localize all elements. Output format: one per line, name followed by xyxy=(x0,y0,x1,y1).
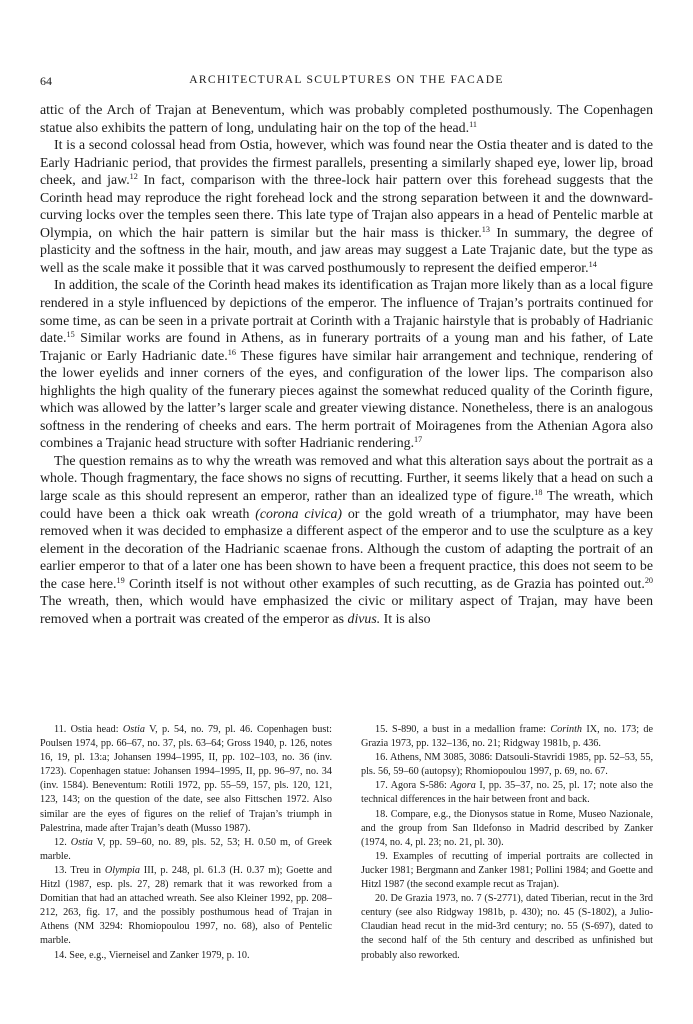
footnote-ref: 13 xyxy=(481,224,490,234)
text-run: Agora xyxy=(450,780,476,792)
text-run: IX, no. 173; de Grazia 1973, pp. 132–136, no. 21; Ridgway 1981b, p. 436. xyxy=(361,724,653,750)
text-run: Ostia xyxy=(70,836,93,848)
footnotes-left-column xyxy=(40,723,332,963)
text-run: Similar works are found in Athens, as in funerary portraits of a young man and his father, of Late Trajanic or Early Hadrianic date. xyxy=(40,330,653,363)
footnote-17 xyxy=(361,779,653,807)
text-run: Ostia xyxy=(122,724,145,735)
text-run: divus. xyxy=(347,610,381,626)
footnote-ref: 18 xyxy=(534,488,543,498)
footnote-13 xyxy=(40,864,332,949)
text-run: 12. xyxy=(54,836,71,848)
footnote-12 xyxy=(40,836,332,864)
text-run: The wreath, which could have been a thick oak wreath xyxy=(40,488,653,521)
text-run: These figures have similar hair arrangement and technique, rendering of the lower eyelids and inner corners of the eyes, and configuration of the lower lips. The comparison also highlights the high quality of the funerary pieces against the somewhat reduced quality of the Corinth figure, which was allowed by the latter’s larger scale and greater viewing distance. Nonetheless, there is an analogous softness in the rendering of cheeks and ears. The herm portrait of Moiragenes from the Athenian Agora also combines a Trajanic head structure with softer Hadrianic rendering. xyxy=(40,347,654,451)
text-run: 18. Compare, e.g., the Dionysos statue in Rome, Museo Nazionale, and the group from San Ildefonso in Madrid described by Zanker (1974, no. 4, pl. 23; no. 21, pl. 30). xyxy=(361,808,653,848)
footnote-18 xyxy=(361,808,653,850)
footnote-ref: 14 xyxy=(588,259,597,269)
footnote-ref: 16 xyxy=(227,347,236,357)
text-run: Corinth xyxy=(550,724,583,735)
footnote-ref: 15 xyxy=(66,330,75,340)
text-run: or the gold wreath of a triumphator, may have been removed when it was decided to emphasize a different aspect of the emperor and to use the sculpture as a key element in the decoration of the Hadrianic scaenae frons. Although the custom of adapting the portrait of an earlier emperor to that of a later one has been shown to have been a frequent practice, this does not seem to be the case here. xyxy=(40,505,654,591)
body-paragraph-1 xyxy=(40,101,653,136)
text-run: 17. Agora S-586: xyxy=(375,780,451,792)
text-run: III, p. 248, pl. 61.3 (H. 0.37 m); Goette and Hitzl (1987, esp. pls. 27, 28) remark that it was reworked from a Domitian that had an attached wreath. See also Kleiner 1992, pp. 208–212, 263, fig. 17, and the possibly posthumous head of Trajan in Athens (NM 3294: Rhomiopoulou 1997, no. 68), also of Pentelic marble. xyxy=(40,864,332,947)
footnote-ref: 12 xyxy=(129,172,138,182)
text-run: 20. De Grazia 1973, no. 7 (S-2771), dated Tiberian, recut in the 3rd century (see also Ridgway 1981b, p. 430); no. 45 (S-1802), a Julio-Claudian head recut in the mid-3rd century; no. 55 (S-697), dated to the second half of the 5th century and described as unfinished but probably also reworked. xyxy=(361,893,653,961)
text-run: 14. See, e.g., Vierneisel and Zanker 1979, p. 10. xyxy=(54,949,250,961)
text-run: 16. Athens, NM 3085, 3086: Datsouli-Stavridi 1985, pp. 52–53, 55, pls. 56, 59–60 (autopsy); Rhomiopoulou 1997, p. 69, no. 67. xyxy=(361,752,653,778)
text-run: The question remains as to why the wreath was removed and what this alteration says about the portrait as a whole. Though fragmentary, the face shows no signs of recutting. Further, it seems likely that a head on such a large scale as this should represent an emperor, rather than an idealized type of figure. xyxy=(40,452,653,504)
text-run: Olympia xyxy=(104,864,140,876)
body-paragraph-2 xyxy=(40,136,653,276)
text-run: In addition, the scale of the Corinth head makes its identification as Trajan more likely than as a local figure rendered in a style influenced by depictions of the emperor. The influence of Trajan’s portraits continued for some time, as can be seen in a private portrait at Corinth with a Trajanic hairstyle that is probably of Hadrianic date. xyxy=(40,277,653,346)
text-run: It is also xyxy=(380,610,431,626)
text-run: In fact, comparison with the three-lock hair pattern over this forehead suggests that the Corinth head may reproduce the right forehead lock and the strong separation between it and the downward-curving locks over the temples seen there. This late type of Trajan also appears in a head of Pentelic marble at Olympia, on which the hair pattern is similar but the hair mass is thicker. xyxy=(40,172,653,240)
running-head: ARCHITECTURAL SCULPTURES ON THE FACADE xyxy=(189,73,504,86)
footnote-16 xyxy=(361,751,653,779)
footnote-14 xyxy=(40,949,332,963)
text-run: (corona civica) xyxy=(255,505,343,521)
text-run: 19. Examples of recutting of imperial portraits are collected in Jucker 1981; Bergmann and Zanker 1981; Pollini 1984; and Goette and Hitzl 1987 (the second example recut as Trajan). xyxy=(361,850,653,891)
footnotes-right-column xyxy=(361,723,653,963)
text-run: 11. Ostia head: xyxy=(54,724,123,735)
text-run: Corinth itself is not without other examples of such recutting, as de Grazia has pointed out. xyxy=(124,575,645,591)
text-run: 15. S-890, a bust in a medallion frame: xyxy=(375,724,551,735)
footnote-ref: 20 xyxy=(644,575,653,585)
text-run: It is a second colossal head from Ostia, however, which was found near the Ostia theater and is dated to the Early Hadrianic period, that provides the firmest parallels, presenting a similarly shaped eye, lower lip, broad cheek, and jaw. xyxy=(40,137,653,188)
text-run: I, pp. 35–37, no. 25, pl. 17; note also the technical differences in the hair between front and back. xyxy=(361,780,653,806)
text-run: 13. Treu in xyxy=(54,864,105,876)
text-run: The wreath, then, which would have emphasized the civic or military aspect of Trajan, may have been removed when a portrait was created of the emperor as xyxy=(40,593,653,626)
footnote-11 xyxy=(40,723,332,836)
footnote-ref: 17 xyxy=(414,435,423,445)
page-number: 64 xyxy=(40,74,52,88)
footnote-15 xyxy=(361,723,653,751)
footnote-ref: 11 xyxy=(469,119,477,129)
footnote-20 xyxy=(361,892,653,962)
footnote-ref: 19 xyxy=(116,575,125,585)
text-run: V, p. 54, no. 79, pl. 46. Copenhagen bust: Poulsen 1974, pp. 66–67, no. 37, pls. 63–64; Gross 1940, p. 126, notes 16, 19, pl. 13:a; Johansen 1994–1995, II, pp. 102–103, no. 36 (inv. 1723). Copenhagen statue: Johansen 1994–1995, II, pp. 96–97, no. 34 (inv. 1584). Beneventum: Rotili 1972, pp. 55–59, 157, pls. 120, 121, 123, 143; on the question of the date, see also Fittschen 1972. Also similar are the eyes of figures on the relief of Trajan’s triumph in Palestrina, made after Trajan’s death (Musso 1987). xyxy=(40,724,332,834)
footnote-19 xyxy=(361,850,653,892)
text-run: attic of the Arch of Trajan at Beneventum, which was probably completed posthumously. The Copenhagen statue also exhibits the pattern of long, undulating hair on the top of the head. xyxy=(40,102,653,135)
body-paragraph-3 xyxy=(40,276,653,451)
text-run: In summary, the degree of plasticity and the softness in the hair, mouth, and jaw areas may suggest a Late Trajanic date, but the type as well as the scale make it possible that it was carved posthumously to represent the deified emperor. xyxy=(40,224,653,275)
body-paragraph-4 xyxy=(40,452,653,627)
text-run: V, pp. 59–60, no. 89, pls. 52, 53; H. 0.50 m, of Greek marble. xyxy=(40,836,333,862)
body-text xyxy=(40,101,653,627)
